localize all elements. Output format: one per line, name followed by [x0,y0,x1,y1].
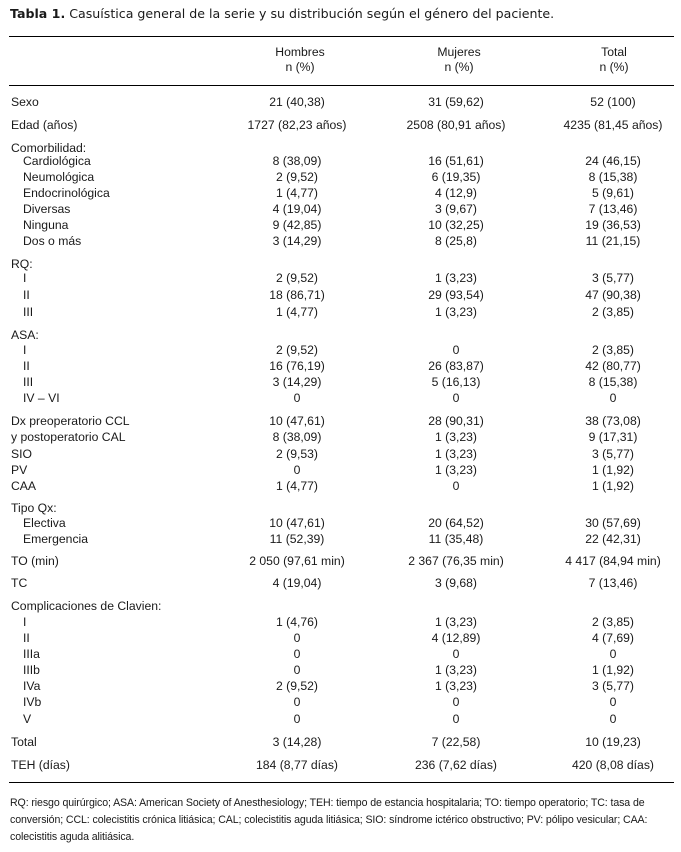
cell-hombres: 3 (14,29) [272,375,322,389]
table-row [0,575,681,591]
cell-total: 10 (19,23) [585,735,641,749]
cell-hombres: 1 (4,77) [275,479,318,493]
cell-total: 42 (80,77) [585,359,641,373]
row-label: IVa [23,679,41,693]
cell-mujeres: 1 (3,23) [434,430,477,444]
cell-mujeres: 236 (7,62 días) [415,758,497,772]
cell-total: 8 (15,38) [588,170,638,184]
cell-hombres: 11 (52,39) [269,532,325,546]
cell-hombres: 0 [293,463,301,477]
cell-hombres: 2 050 (97,61 min) [249,554,345,568]
table-row [0,662,681,678]
cell-mujeres: 26 (83,87) [428,359,484,373]
row-label: y postoperatorio CAL [11,430,126,444]
table-row [0,233,681,249]
cell-total: 19 (36,53) [585,218,641,232]
row-label: Emergencia [23,532,89,546]
row-label: CAA [11,479,37,493]
cell-total: 3 (5,77) [591,271,634,285]
table-footnote: RQ: riesgo quirúrgico; ASA: American Society of Anesthesiology; TEH: tiempo de estancia hospitalaria; TO: tiempo operatorio; TC: tasa de conversión; CCL: colecistitis crónica litiásica; CAL; colecistitis aguda litiásica; SIO: síndrome ictérico obstructivo; PV: pólipo vesicular; CAA: colecistitis aguda alitiásica. [10,797,648,843]
cell-total: 7 (13,46) [588,576,638,590]
cell-hombres: 8 (38,09) [272,154,322,168]
row-label: ASA: [11,328,39,342]
table-bottom-rule [9,782,674,783]
cell-total: 8 (15,38) [588,375,638,389]
cell-hombres: 2 (9,52) [275,679,318,693]
row-label: Diversas [23,202,71,216]
row-label: SIO [11,447,32,461]
cell-hombres: 1 (4,77) [275,305,318,319]
column-header-unit: n (%) [285,60,315,74]
row-label: III [23,375,34,389]
row-label: Complicaciones de Clavien: [11,599,162,613]
table-row [0,711,681,727]
table-row [0,446,681,462]
table-row [0,358,681,374]
cell-mujeres: 0 [452,391,460,405]
table-row [0,734,681,750]
cell-hombres: 2 (9,53) [275,447,318,461]
table-row [0,678,681,694]
table-row [0,462,681,478]
cell-mujeres: 3 (9,68) [434,576,477,590]
cell-total: 1 (1,92) [591,479,634,493]
cell-hombres: 18 (86,71) [269,288,325,302]
row-label: IV – VI [23,391,60,405]
cell-total: 4235 (81,45 años) [563,118,663,132]
cell-total: 3 (5,77) [591,679,634,693]
row-label: Dos o más [23,234,82,248]
cell-hombres: 0 [293,663,301,677]
table-row [0,757,681,773]
row-label: TC [11,576,28,590]
cell-mujeres: 4 (12,89) [431,631,481,645]
cell-total: 52 (100) [590,95,636,109]
row-label: RQ: [11,257,33,271]
cell-total: 420 (8,08 días) [572,758,654,772]
cell-mujeres: 6 (19,35) [431,170,481,184]
row-label: I [23,271,27,285]
row-label: TO (min) [11,554,59,568]
column-header-total [534,45,681,75]
cell-total: 2 (3,85) [591,305,634,319]
cell-hombres: 0 [293,695,301,709]
column-header-name: Total [601,45,627,59]
table-row [0,553,681,569]
table-row [0,500,681,516]
cell-hombres: 1727 (82,23 años) [247,118,347,132]
row-label: II [23,288,30,302]
row-label: Electiva [23,516,66,530]
cell-mujeres: 11 (35,48) [428,532,484,546]
table-row [0,413,681,429]
row-label: Endocrinológica [23,186,110,200]
cell-total: 0 [609,695,617,709]
table-row [0,478,681,494]
cell-mujeres: 1 (3,23) [434,305,477,319]
cell-mujeres: 5 (16,13) [431,375,481,389]
cell-hombres: 16 (76,19) [269,359,325,373]
cell-hombres: 2 (9,52) [275,170,318,184]
table-row [0,287,681,303]
cell-hombres: 9 (42,85) [272,218,322,232]
cell-total: 9 (17,31) [588,430,638,444]
cell-total: 2 (3,85) [591,343,634,357]
column-header-mujeres [379,45,539,75]
cell-mujeres: 1 (3,23) [434,615,477,629]
column-header-name: Hombres [275,45,325,59]
row-label: Tipo Qx: [11,501,57,515]
cell-mujeres: 0 [452,479,460,493]
cell-mujeres: 20 (64,52) [428,516,484,530]
cell-total: 3 (5,77) [591,447,634,461]
table-row [0,94,681,110]
cell-mujeres: 1 (3,23) [434,679,477,693]
cell-hombres: 0 [293,631,301,645]
cell-hombres: 184 (8,77 días) [256,758,338,772]
cell-hombres: 2 (9,52) [275,271,318,285]
row-label: TEH (días) [11,758,70,772]
table-row [0,390,681,406]
column-header-unit: n (%) [444,60,474,74]
row-label: I [23,615,27,629]
cell-total: 38 (73,08) [585,414,641,428]
cell-mujeres: 31 (59,62) [428,95,484,109]
table-caption-text: Casuística general de la serie y su distribución según el género del paciente. [65,6,555,21]
row-label: IIIa [23,647,40,661]
table-row [0,598,681,614]
cell-total: 30 (57,69) [585,516,641,530]
row-label: II [23,359,30,373]
table-row [0,270,681,286]
cell-total: 24 (46,15) [585,154,641,168]
table-row [0,201,681,217]
cell-mujeres: 29 (93,54) [428,288,484,302]
cell-total: 5 (9,61) [591,186,634,200]
cell-hombres: 0 [293,712,301,726]
cell-hombres: 1 (4,76) [275,615,318,629]
row-label: Neumológica [23,170,95,184]
row-label: Sexo [11,95,39,109]
cell-hombres: 4 (19,04) [272,202,322,216]
cell-mujeres: 8 (25,8) [434,234,477,248]
cell-total: 0 [609,647,617,661]
cell-hombres: 0 [293,647,301,661]
cell-total: 4 (7,69) [591,631,634,645]
row-label: IVb [23,695,42,709]
table-row [0,153,681,169]
cell-mujeres: 1 (3,23) [434,271,477,285]
cell-mujeres: 0 [452,695,460,709]
row-label: I [23,343,27,357]
cell-mujeres: 1 (3,23) [434,463,477,477]
table-row [0,374,681,390]
cell-total: 11 (21,15) [585,234,641,248]
cell-mujeres: 0 [452,712,460,726]
table-caption-label: Tabla 1. [10,6,66,21]
cell-mujeres: 3 (9,67) [434,202,477,216]
table-row [0,429,681,445]
cell-hombres: 3 (14,28) [272,735,322,749]
cell-total: 7 (13,46) [588,202,638,216]
table-row [0,630,681,646]
row-label: IIIb [23,663,40,677]
row-label: V [23,712,32,726]
cell-total: 0 [609,712,617,726]
row-label: Cardiológica [23,154,91,168]
cell-mujeres: 2508 (80,91 años) [406,118,506,132]
table-row [0,327,681,343]
column-header-unit: n (%) [599,60,629,74]
cell-mujeres: 7 (22,58) [431,735,481,749]
table-row [0,694,681,710]
table-row [0,531,681,547]
cell-total: 0 [609,391,617,405]
row-label: Edad (años) [11,118,78,132]
row-label: III [23,305,34,319]
row-label: Comorbilidad: [11,141,87,155]
cell-hombres: 1 (4,77) [275,186,318,200]
table-row [0,614,681,630]
row-label: Dx preoperatorio CCL [11,414,130,428]
cell-mujeres: 2 367 (76,35 min) [408,554,504,568]
table-row [0,515,681,531]
cell-hombres: 21 (40,38) [269,95,325,109]
cell-hombres: 10 (47,61) [269,516,325,530]
row-label: Ninguna [23,218,69,232]
table-row [0,185,681,201]
table-row [0,342,681,358]
cell-hombres: 10 (47,61) [269,414,325,428]
cell-total: 4 417 (84,94 min) [565,554,661,568]
cell-mujeres: 0 [452,647,460,661]
cell-total: 1 (1,92) [591,663,634,677]
cell-mujeres: 1 (3,23) [434,447,477,461]
table-top-rule [9,36,674,37]
table-header-rule [9,85,674,86]
column-header-hombres [220,45,380,75]
cell-hombres: 2 (9,52) [275,343,318,357]
table-caption [10,6,675,22]
cell-mujeres: 10 (32,25) [428,218,484,232]
row-label: PV [11,463,28,477]
row-label: II [23,631,30,645]
table-row [0,169,681,185]
column-header-name: Mujeres [437,45,481,59]
cell-mujeres: 16 (51,61) [428,154,484,168]
cell-hombres: 8 (38,09) [272,430,322,444]
cell-total: 47 (90,38) [585,288,641,302]
table-row [0,217,681,233]
cell-mujeres: 0 [452,343,460,357]
table-row [0,304,681,320]
cell-hombres: 3 (14,29) [272,234,322,248]
cell-hombres: 4 (19,04) [272,576,322,590]
cell-total: 1 (1,92) [591,463,634,477]
cell-mujeres: 28 (90,31) [428,414,484,428]
cell-hombres: 0 [293,391,301,405]
table-row [0,117,681,133]
row-label: Total [11,735,37,749]
cell-total: 2 (3,85) [591,615,634,629]
cell-mujeres: 1 (3,23) [434,663,477,677]
cell-mujeres: 4 (12,9) [434,186,477,200]
cell-total: 22 (42,31) [585,532,641,546]
table-row [0,646,681,662]
